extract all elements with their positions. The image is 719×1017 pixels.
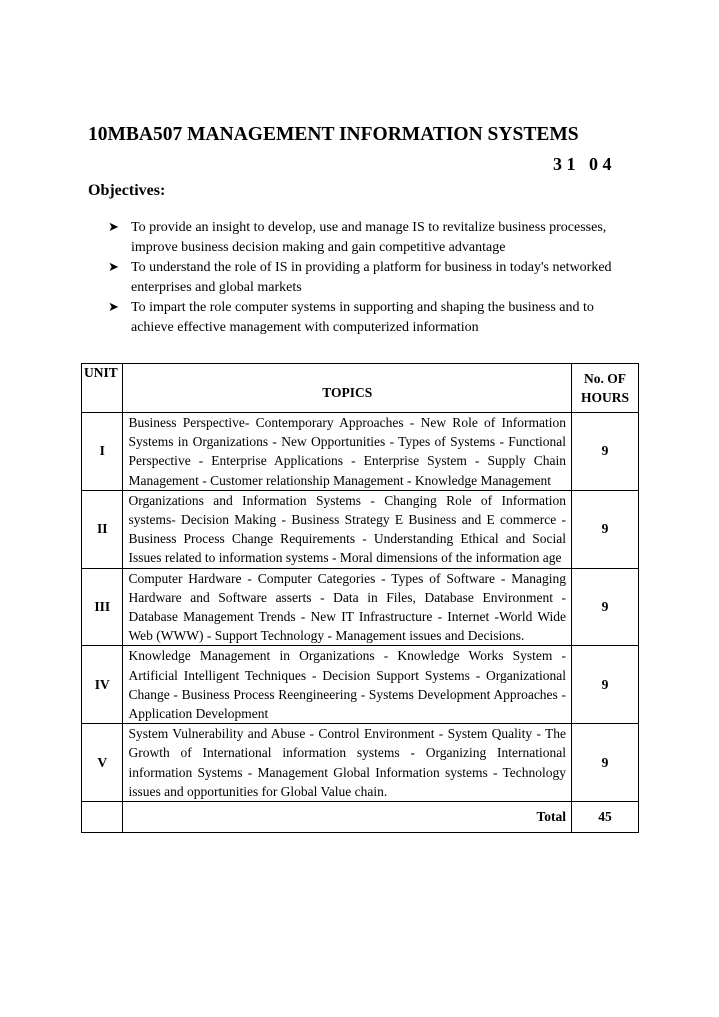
objective-item: [106, 298, 626, 338]
objective-text: To understand the role of IS in providing a platform for business in today's networked enterprises and global markets: [131, 260, 612, 295]
unit-cell: III: [82, 568, 123, 646]
unit-cell: V: [82, 724, 123, 802]
header-hours-line1: No. OF: [584, 371, 626, 386]
objective-item: [106, 218, 626, 258]
topics-cell: Business Perspective- Contemporary Approaches - New Role of Information Systems in Organizations - New Opportunities - Types of Systems - Functional Perspective - Enterprise Applications - Enterprise System - Supply Chain Management - Customer relationship Management - Knowledge Management: [123, 413, 572, 491]
table-row: [82, 646, 639, 724]
unit-cell: II: [82, 490, 123, 568]
hours-cell: 9: [572, 568, 639, 646]
objective-text: To impart the role computer systems in supporting and shaping the business and to achieve effective management with computerized information: [131, 300, 594, 335]
unit-cell: IV: [82, 646, 123, 724]
header-topics: TOPICS: [123, 364, 572, 413]
table-row: [82, 413, 639, 491]
objective-text: To provide an insight to develop, use and manage IS to revitalize business processes, improve business decision making and gain competitive advantage: [131, 220, 607, 255]
table-row: [82, 724, 639, 802]
course-title: 10MBA507 MANAGEMENT INFORMATION SYSTEMS: [88, 124, 579, 145]
unit-cell: I: [82, 413, 123, 491]
arrow-bullet-icon: ➤: [108, 260, 119, 275]
topics-cell: Organizations and Information Systems - Changing Role of Information systems- Decision Making - Business Strategy E Business and E commerce - Business Process Change Requirements - Understanding Ethical and Social Issues related to information systems - Moral dimensions of the information age: [123, 490, 572, 568]
topics-cell: System Vulnerability and Abuse - Control Environment - System Quality - The Growth of International information systems - Organizing International information Systems - Management Global Information systems - Technology issues and opportunities for Global Value chain.: [123, 724, 572, 802]
table-row: [82, 568, 639, 646]
arrow-bullet-icon: ➤: [108, 300, 119, 315]
hours-cell: 9: [572, 413, 639, 491]
topics-cell: Knowledge Management in Organizations - Knowledge Works System - Artificial Intelligent Techniques - Decision Support Systems - Organizational Change - Business Process Reengineering - Systems Development Approaches - Application Development: [123, 646, 572, 724]
course-credits: 3 1 0 4: [553, 154, 612, 174]
syllabus-table: [81, 363, 639, 833]
arrow-bullet-icon: ➤: [108, 220, 119, 235]
header-unit: UNIT: [82, 364, 123, 413]
total-empty-cell: [82, 802, 123, 833]
topics-cell: Computer Hardware - Computer Categories - Types of Software - Managing Hardware and Software asserts - Data in Files, Database Environment - Database Management Trends - New IT Infrastructure - Internet -World Wide Web (WWW) - Support Technology - Management issues and Decisions.: [123, 568, 572, 646]
hours-cell: 9: [572, 646, 639, 724]
total-hours: 45: [572, 802, 639, 833]
objectives-list: [106, 218, 626, 338]
total-label: Total: [123, 802, 572, 833]
table-header-row: [82, 364, 639, 413]
hours-cell: 9: [572, 490, 639, 568]
table-total-row: [82, 802, 639, 833]
header-hours-line2: HOURS: [581, 390, 630, 405]
objective-item: [106, 258, 626, 298]
header-hours: [572, 364, 639, 413]
table-row: [82, 490, 639, 568]
hours-cell: 9: [572, 724, 639, 802]
objectives-heading: Objectives:: [88, 182, 166, 199]
